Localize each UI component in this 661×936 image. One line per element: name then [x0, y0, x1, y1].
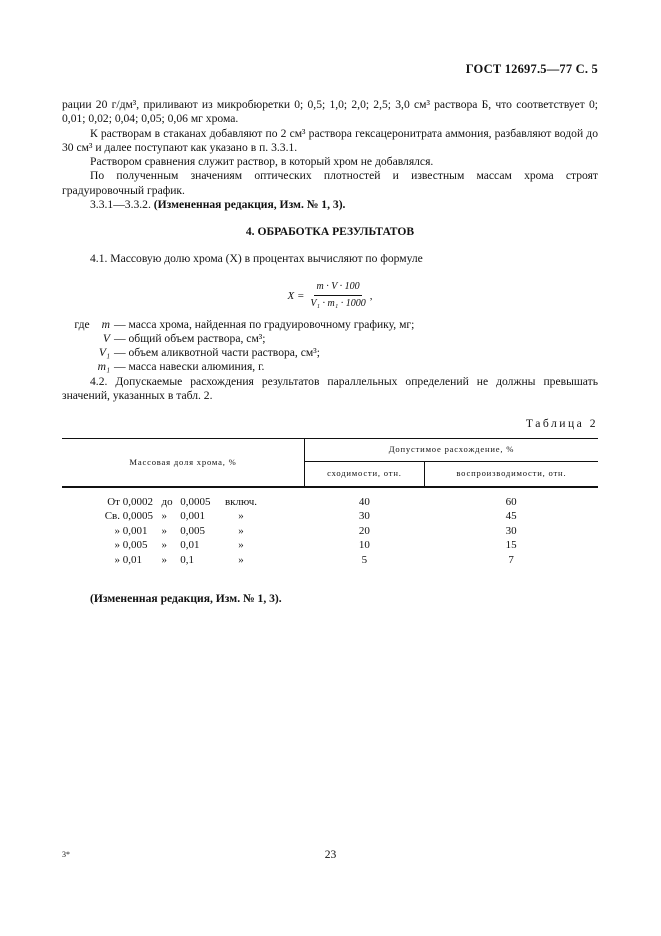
definition-text: — масса навески алюминия, г.: [114, 360, 265, 374]
definitions-list: [62, 318, 598, 375]
formula-denominator: V₁ · m₁ · 1000: [310, 298, 366, 310]
paragraph-intro-2: К растворам в стаканах добавляют по 2 см³ раствора гексацеронитрата аммония, разбавляют водой до 30 см³ и далее поступают как указано в п. 3.3.1.: [62, 126, 598, 154]
revision-bold: (Измененная редакция, Изм. № 1, 3).: [153, 198, 346, 212]
reproducibility-value: 7: [508, 554, 514, 567]
repeatability-value: 40: [358, 495, 370, 508]
reproducibility-value: 15: [505, 539, 517, 552]
range-to: 0,005: [180, 524, 205, 537]
definition-row: [62, 346, 598, 360]
col-header-chromium: Массовая доля хрома, %: [62, 438, 305, 487]
range-suffix: »: [238, 510, 244, 523]
page-number: 23: [324, 848, 337, 861]
definition-row: [62, 332, 598, 346]
section-title: 4. ОБРАБОТКА РЕЗУЛЬТАТОВ: [245, 225, 415, 239]
running-header: ГОСТ 12697.5—77 С. 5: [465, 62, 598, 76]
range-suffix: »: [238, 539, 244, 552]
revision-note: (Измененная редакция, Изм. № 1, 3).: [90, 591, 282, 605]
formula-lhs: X =: [287, 289, 305, 302]
definition-symbol: m: [101, 317, 110, 331]
definition-text: — общий объем раствора, см³;: [114, 331, 266, 345]
formula: [62, 280, 598, 312]
repeatability-value: 30: [358, 510, 370, 523]
formula-fraction: [308, 280, 367, 312]
range-connector: до: [161, 495, 173, 508]
range-connector: »: [161, 554, 167, 567]
paragraph-intro-1: рации 20 г/дм³, приливают из микробюретки 0; 0,5; 1,0; 2,0; 2,5; 3,0 см³ раствора Б, что соответствует 0; 0,01; 0,02; 0,04; 0,05; 0,06 мг хрома.: [62, 98, 598, 126]
range-connector: »: [161, 524, 167, 537]
range-to: 0,001: [180, 510, 205, 523]
table-caption: Таблица 2: [525, 417, 598, 431]
range-prefix: Св.: [104, 510, 120, 523]
definition-symbol: m₁: [97, 360, 110, 374]
paragraph-4-1: 4.1. Массовую долю хрома (X) в процентах вычисляют по формуле: [90, 251, 423, 265]
definition-symbol: V₁: [98, 346, 110, 360]
col-header-group: Допустимое расхождение, %: [305, 438, 599, 461]
range-suffix: »: [238, 524, 244, 537]
range-suffix: включ.: [224, 495, 258, 508]
range-to: 0,1: [180, 554, 194, 567]
range-connector: »: [161, 510, 167, 523]
table-row: [62, 495, 598, 510]
reproducibility-value: 45: [505, 510, 517, 523]
formula-numerator: m · V · 100: [314, 280, 361, 296]
table-row: [62, 524, 598, 539]
range-prefix: »: [114, 524, 120, 537]
range-suffix: »: [238, 554, 244, 567]
range-to: 0,0005: [180, 495, 211, 508]
paragraph-4-2: 4.2. Допускаемые расхождения результатов параллельных определений не должны превышать значений, указанных в табл. 2.: [62, 374, 598, 403]
tolerance-table: [62, 438, 598, 568]
paragraph-revision-331: [62, 198, 598, 212]
range-from: 0,0005: [122, 510, 153, 523]
repeatability-value: 5: [361, 554, 368, 567]
paragraph-intro-3: Раствором сравнения служит раствор, в который хром не добавлялся.: [90, 155, 434, 169]
range-connector: »: [161, 539, 167, 552]
range-from: 0,0002: [122, 495, 153, 508]
range-prefix: »: [114, 554, 120, 567]
definition-text: — масса хрома, найденная по градуировочному графику, мг;: [114, 317, 415, 331]
table-row: [62, 553, 598, 568]
range-to: 0,01: [180, 539, 200, 552]
definition-text: — объем аликвотной части раствора, см³;: [114, 346, 320, 360]
range-prefix: »: [114, 539, 120, 552]
table-row: [62, 509, 598, 524]
col-header-repeatability: сходимости, отн.: [305, 461, 425, 487]
col-header-reproducibility: воспроизводимости, отн.: [424, 461, 598, 487]
footer-left-mark: 3*: [62, 850, 70, 859]
table-row: [62, 538, 598, 553]
repeatability-value: 10: [358, 539, 370, 552]
range-from: 0,005: [122, 539, 148, 552]
range-from: 0,001: [122, 524, 148, 537]
range-prefix: От: [107, 495, 120, 508]
page-body: [62, 98, 598, 606]
reproducibility-value: 30: [505, 524, 517, 537]
definition-row: [62, 318, 598, 332]
definition-row: [62, 360, 598, 374]
revision-ref: 3.3.1—3.3.2.: [90, 198, 154, 212]
formula-tail: ,: [369, 289, 373, 302]
reproducibility-value: 60: [505, 495, 517, 508]
repeatability-value: 20: [358, 524, 370, 537]
definition-symbol: V: [102, 331, 110, 345]
paragraph-intro-4: По полученным значениям оптических плотностей и известным массам хрома строят градуировочный график.: [62, 169, 598, 197]
range-from: 0,01: [122, 554, 142, 567]
definition-prefix: где: [74, 317, 90, 331]
